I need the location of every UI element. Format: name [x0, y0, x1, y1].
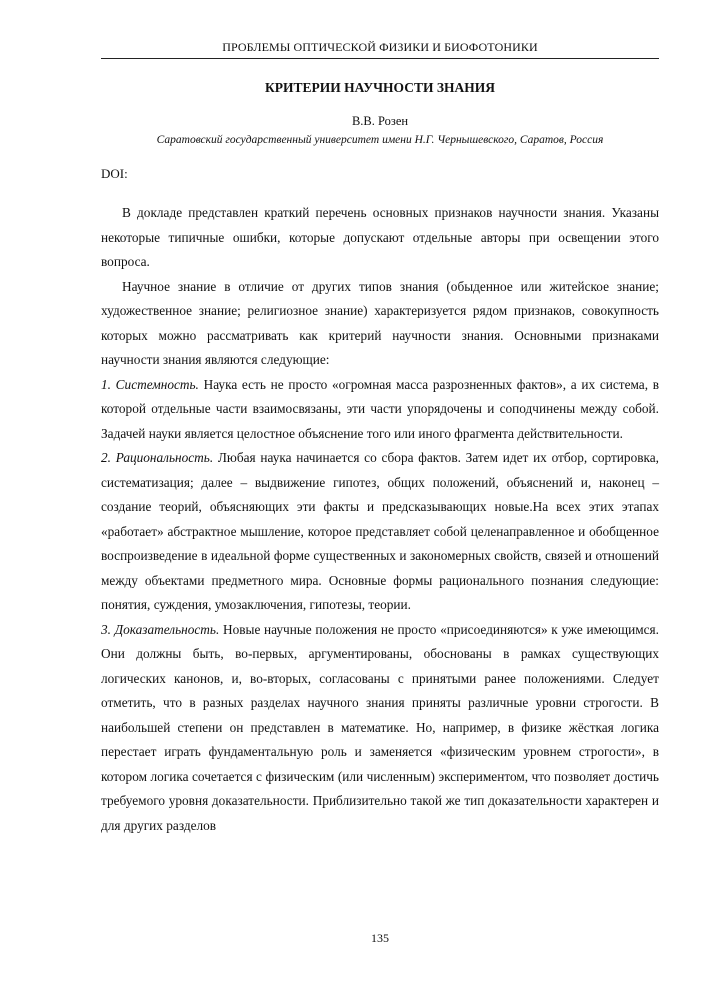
item-text: Любая наука начинается со сбора фактов. Затем идет их отбор, сортировка, систематизация; далее – выдвижение гипотез, общих положений, объяснений и, наконец – создание теорий, объясняющих эти факты и предсказывающих новые.На всех этих этапах «работает» абстрактное мышление, которое представляет собой целенаправленное и обобщенное воспроизведение в идеальной форме существенных и закономерных свойств, связей и отношений между объектами предметного мира. Основные формы рационального познания следующие: понятия, суждения, умозаключения, гипотезы, теории. [101, 450, 659, 612]
article-author: В.В. Розен [351, 114, 409, 128]
running-title: ПРОБЛЕМЫ ОПТИЧЕСКОЙ ФИЗИКИ И БИОФОТОНИКИ [222, 40, 538, 54]
item-text: Новые научные положения не просто «присоединяются» к уже имеющимся. Они должны быть, во-первых, аргументированы, обоснованы в рамках существующих логических канонов, и, во-вторых, согласованы с принятыми ранее положениями. Следует отметить, что в разных разделах научного знания приняты различные уровни строгости. В наибольшей степени он представлен в математике. Но, например, в физике жёсткая логика перестает играть фундаментальную роль и заменяется «физическим уровнем строгости», в котором логика сочетается с физическим (или численным) экспериментом, что позволяет достичь требуемого уровня доказательности. Приблизительно такой же тип доказательности характерен и для других разделов [101, 621, 659, 833]
doi-label: DOI: [101, 166, 128, 181]
article-body [101, 201, 659, 838]
article-title: КРИТЕРИИ НАУЧНОСТИ ЗНАНИЯ [265, 80, 495, 95]
article-affiliation: Саратовский государственный университет имени Н.Г. Чернышевского, Саратов, Россия [156, 134, 604, 146]
item-label: 3. Доказательность. [101, 621, 220, 637]
item-text: Наука есть не просто «огромная масса разрозненных фактов», а их система, в которой отдельные части взаимосвязаны, эти части упорядочены и соподчинены между собой. Задачей науки является целостное объяснение того или иного фрагмента действительности. [101, 376, 660, 441]
list-item-systemnost [101, 373, 659, 447]
paragraph-criteria: Научное знание в отличие от других типов знания (обыденное или житейское знание; художественное знание; религиозное знание) характеризуется рядом признаков, совокупность которых можно рассматривать как критерий научности знания. Основными признаками научности знания являются следующие: [101, 278, 659, 367]
item-label: 2. Рациональность. [101, 450, 214, 465]
header-rule [101, 58, 659, 59]
list-item-dokazatelnost [101, 618, 659, 839]
paragraph-intro: В докладе представлен краткий перечень основных признаков научности знания. Указаны некоторые типичные ошибки, которые допускают отдельные авторы при освещении этого вопроса. [101, 205, 659, 269]
page-number: 135 [371, 931, 389, 945]
item-label: 1. Системность. [101, 376, 199, 392]
list-item-racionalnost [101, 446, 659, 618]
